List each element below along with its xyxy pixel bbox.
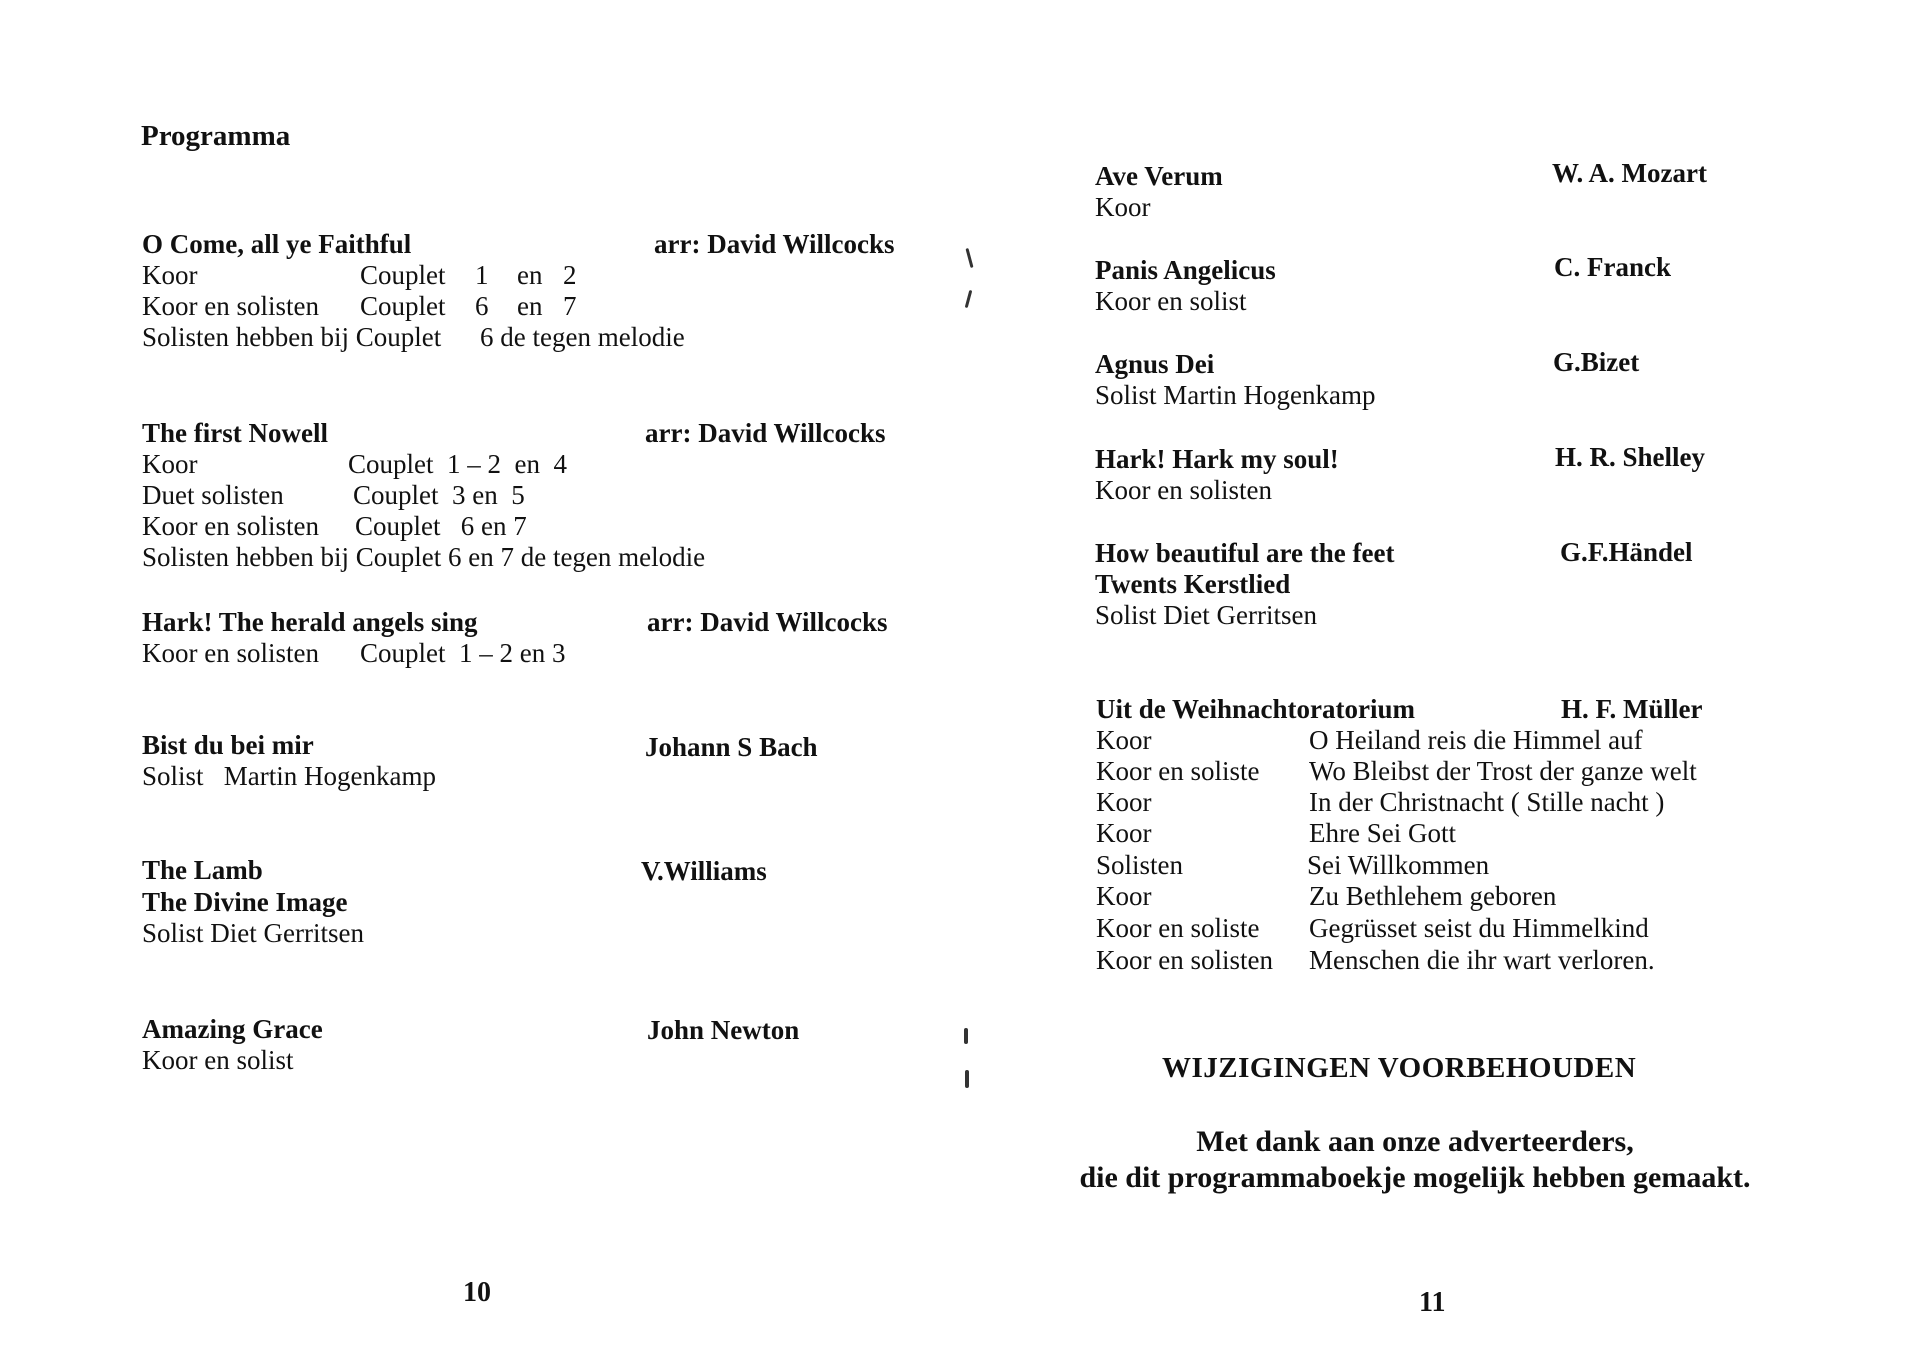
oratorium-performer: Koor en solisten bbox=[1096, 945, 1273, 975]
item-title: Bist du bei mir bbox=[142, 730, 314, 760]
item-composer: V.Williams bbox=[641, 856, 767, 886]
item-title: How beautiful are the feet bbox=[1095, 538, 1395, 568]
oratorium-song: O Heiland reis die Himmel auf bbox=[1309, 725, 1643, 755]
row-num-c: 2 bbox=[563, 260, 577, 290]
item-title: Agnus Dei bbox=[1095, 349, 1215, 379]
item-line: Solist Martin Hogenkamp bbox=[142, 761, 436, 791]
item-composer: H. R. Shelley bbox=[1555, 442, 1706, 472]
item-title: The first Nowell bbox=[142, 418, 328, 448]
row-num-c: 7 bbox=[563, 291, 577, 321]
item-title: Panis Angelicus bbox=[1095, 255, 1276, 285]
note-suffix: 6 de tegen melodie bbox=[480, 322, 685, 352]
oratorium-song: In der Christnacht ( Stille nacht ) bbox=[1309, 787, 1665, 817]
row-label: Couplet bbox=[360, 260, 446, 290]
page-heading: Programma bbox=[141, 120, 291, 152]
item-note: Solisten hebben bij Couplet 6 en 7 de tegen melodie bbox=[142, 542, 706, 572]
oratorium-song: Ehre Sei Gott bbox=[1309, 818, 1456, 848]
item-composer: John Newton bbox=[647, 1015, 800, 1045]
oratorium-performer: Koor bbox=[1096, 725, 1152, 755]
row-detail: Couplet 1 – 2 en 3 bbox=[360, 638, 566, 668]
changes-notice: WIJZIGINGEN VOORBEHOUDEN bbox=[1162, 1052, 1637, 1084]
oratorium-song: Zu Bethlehem geboren bbox=[1309, 881, 1557, 911]
item-title: Hark! The herald angels sing bbox=[142, 607, 478, 637]
oratorium-performer: Solisten bbox=[1096, 850, 1184, 880]
item-composer: Johann S Bach bbox=[645, 732, 818, 762]
row-performer: Koor en solisten bbox=[142, 291, 319, 321]
item-title: Hark! Hark my soul! bbox=[1095, 444, 1339, 474]
oratorium-song: Wo Bleibst der Trost der ganze welt bbox=[1309, 756, 1697, 786]
note-prefix: Solisten hebben bij Couplet bbox=[142, 322, 442, 352]
page-number: 10 bbox=[463, 1277, 491, 1308]
item-line: Koor en solist bbox=[142, 1045, 294, 1075]
right-page bbox=[960, 0, 1919, 1346]
item-composer: arr: David Willcocks bbox=[645, 418, 886, 448]
item-title: O Come, all ye Faithful bbox=[142, 229, 412, 259]
item-composer: arr: David Willcocks bbox=[647, 607, 888, 637]
oratorium-performer: Koor bbox=[1096, 787, 1152, 817]
oratorium-composer: H. F. Müller bbox=[1561, 694, 1703, 724]
row-num-a: 6 bbox=[475, 291, 489, 321]
item-line: Koor en solist bbox=[1095, 286, 1247, 316]
row-detail: Couplet 3 en 5 bbox=[353, 480, 525, 510]
oratorium-song: Gegrüsset seist du Himmelkind bbox=[1309, 913, 1649, 943]
item-title: The Lamb bbox=[142, 855, 263, 885]
row-performer: Koor bbox=[142, 260, 198, 290]
row-detail: Couplet 1 – 2 en 4 bbox=[348, 449, 567, 479]
item-line: Koor en solisten bbox=[1095, 475, 1272, 505]
oratorium-song: Sei Willkommen bbox=[1307, 850, 1490, 880]
item-line: Solist Martin Hogenkamp bbox=[1095, 380, 1376, 410]
row-performer: Duet solisten bbox=[142, 480, 284, 510]
page-number: 11 bbox=[1419, 1287, 1446, 1318]
item-line: Solist Diet Gerritsen bbox=[142, 918, 364, 948]
item-title-2: The Divine Image bbox=[142, 887, 348, 917]
item-line: Solist Diet Gerritsen bbox=[1095, 600, 1317, 630]
thanks-line-2: die dit programmaboekje mogelijk hebben gemaakt. bbox=[1079, 1161, 1751, 1194]
row-performer: Koor bbox=[142, 449, 198, 479]
row-en: en bbox=[517, 260, 543, 290]
oratorium-performer: Koor bbox=[1096, 881, 1152, 911]
oratorium-performer: Koor en soliste bbox=[1096, 913, 1260, 943]
oratorium-title: Uit de Weihnachtoratorium bbox=[1096, 694, 1415, 724]
thanks-line-1: Met dank aan onze adverteerders, bbox=[1196, 1125, 1634, 1158]
item-title: Ave Verum bbox=[1095, 161, 1223, 191]
row-performer: Koor en solisten bbox=[142, 638, 319, 668]
item-composer: C. Franck bbox=[1554, 252, 1671, 282]
item-composer: W. A. Mozart bbox=[1552, 158, 1707, 188]
row-performer: Koor en solisten bbox=[142, 511, 319, 541]
item-title-2: Twents Kerstlied bbox=[1095, 569, 1291, 599]
oratorium-performer: Koor en soliste bbox=[1096, 756, 1260, 786]
oratorium-song: Menschen die ihr wart verloren. bbox=[1309, 945, 1655, 975]
row-en: en bbox=[517, 291, 543, 321]
item-composer: arr: David Willcocks bbox=[654, 229, 895, 259]
item-composer: G.F.Händel bbox=[1560, 537, 1693, 567]
row-label: Couplet bbox=[360, 291, 446, 321]
item-line: Koor bbox=[1095, 192, 1151, 222]
item-title: Amazing Grace bbox=[142, 1014, 323, 1044]
item-composer: G.Bizet bbox=[1553, 347, 1640, 377]
oratorium-performer: Koor bbox=[1096, 818, 1152, 848]
row-num-a: 1 bbox=[475, 260, 489, 290]
row-detail: Couplet 6 en 7 bbox=[355, 511, 527, 541]
